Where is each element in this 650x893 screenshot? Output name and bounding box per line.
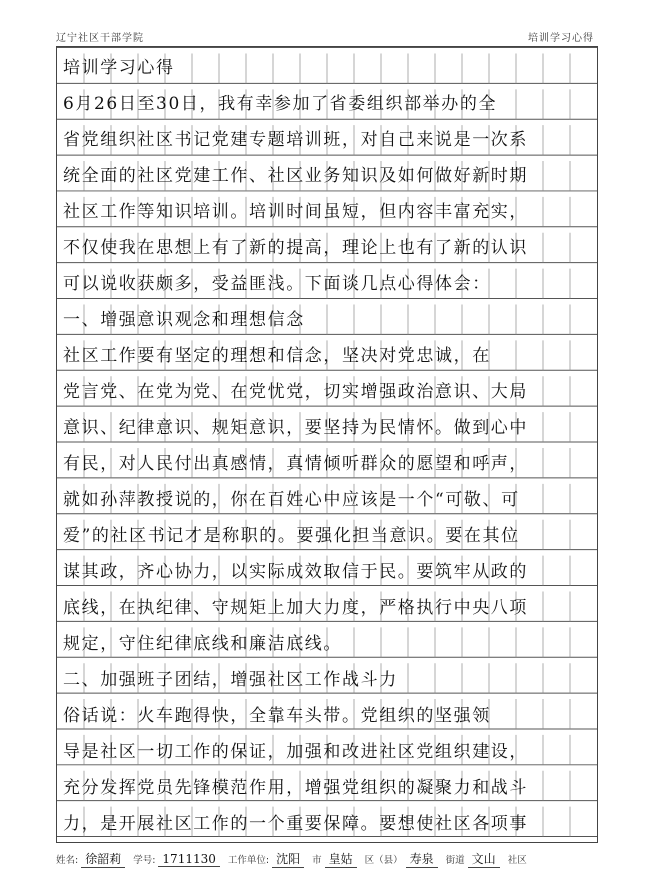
essay-line: 省党组织社区书记党建专题培训班，对自己来说是一次系 [63,130,528,150]
essay-line: 一、增强意识观念和理想信念 [63,310,305,330]
essay-line: 二、加强班子团结，增强社区工作战斗力 [63,670,398,690]
essay-line: 社区工作要有坚定的理想和信念，坚决对党忠诚，在 [63,346,491,366]
district-suffix: 区（县） [364,855,403,866]
essay-line: 6月26日至30日，我有幸参加了省委组织部举办的全 [63,94,498,114]
essay-line: 导是社区一切工作的保证，加强和改进社区党组织建设， [63,742,528,762]
header-doc-type: 培训学习心得 [528,32,594,44]
name-value: 徐韶莉 [81,850,125,868]
student-id-label: 学号: [133,855,156,866]
city-suffix: 市 [312,855,322,866]
essay-line: 力，是开展社区工作的一个重要保障。要想使社区各项事 [63,814,528,834]
essay-line: 统全面的社区党建工作、社区业务知识及如何做好新时期 [63,166,528,186]
essay-line: 爱”的社区书记才是称职的。要强化担当意识。要在其位 [63,526,520,546]
community-suffix: 社区 [507,855,527,866]
student-id-value: 1711130 [158,852,219,867]
name-label: 姓名: [56,855,79,866]
essay-line: 就如孙萍教授说的，你在百姓心中应该是一个“可敬、可 [63,490,520,510]
essay-line: 社区工作等知识培训。培训时间虽短，但内容丰富充实， [63,202,528,222]
header-institute: 辽宁社区干部学院 [56,32,144,44]
essay-line: 充分发挥党员先锋模范作用，增强党组织的凝聚力和战斗 [63,778,528,798]
essay-line: 底线，在执纪律、守规矩上加大力度，严格执行中央八项 [63,598,528,618]
essay-line: 俗话说：火车跑得快，全靠车头带。党组织的坚强领 [63,706,491,726]
writing-grid [56,46,598,843]
subdistrict-suffix: 街道 [445,855,465,866]
essay-line: 党言党、在党为党、在党忧党，切实增强政治意识、大局 [63,382,528,402]
page-footer [56,848,594,870]
community-value: 文山 [468,850,500,868]
district-value: 皇姑 [325,850,357,868]
work-unit-label: 工作单位: [227,855,270,866]
essay-line [57,842,597,843]
essay-line: 意识、纪律意识、规矩意识，要坚持为民情怀。做到心中 [63,418,528,438]
essay-line: 不仅使我在思想上有了新的提高，理论上也有了新的认识 [63,238,528,258]
subdistrict-value: 寿泉 [406,850,438,868]
essay-line: 可以说收获颇多，受益匪浅。下面谈几点心得体会： [63,274,491,294]
essay-line: 有民，对人民付出真感情，真情倾听群众的愿望和呼声， [63,454,528,474]
essay-title: 培训学习心得 [63,58,175,78]
city-value: 沈阳 [272,850,304,868]
essay-line: 谋其政，齐心协力，以实际成效取信于民。要筑牢从政的 [63,562,528,582]
essay-line: 规定，守住纪律底线和廉洁底线。 [63,634,342,654]
page-header [56,26,594,46]
